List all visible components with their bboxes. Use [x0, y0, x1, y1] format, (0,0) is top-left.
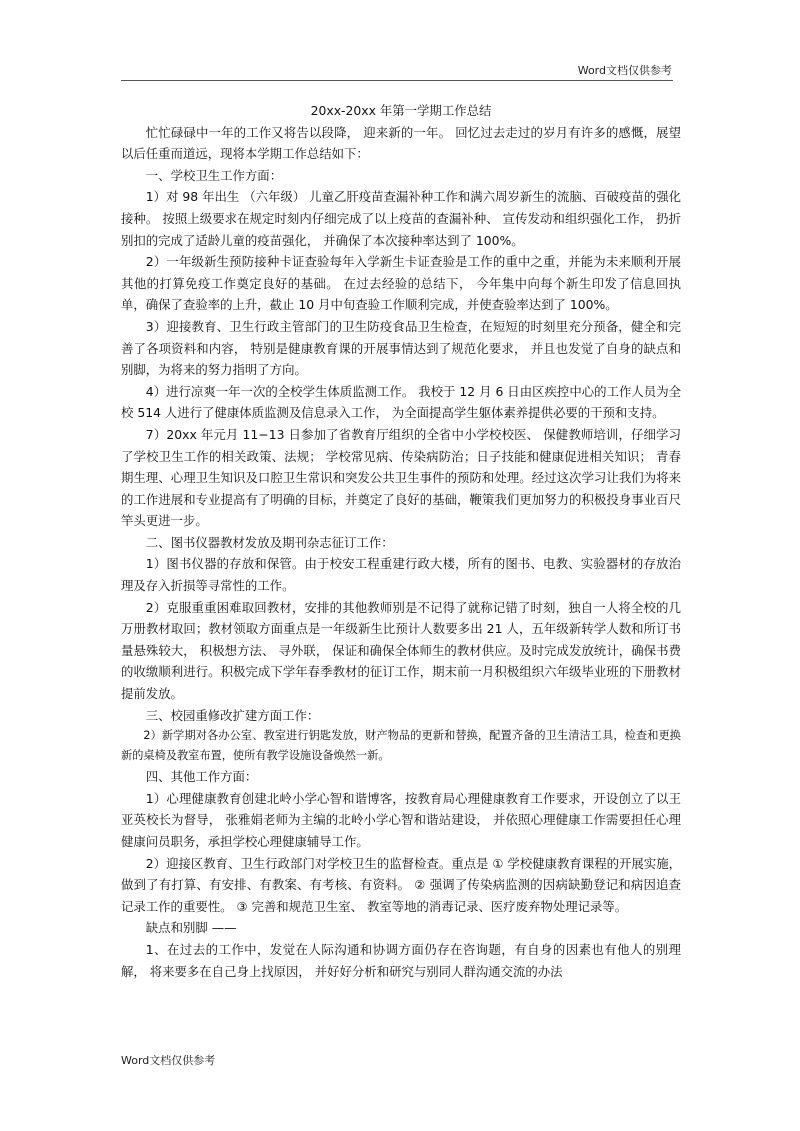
- header-rule: [121, 80, 673, 81]
- section-heading: 缺点和别脚 ——: [145, 920, 237, 936]
- body-paragraph: 1）图书仪器的存放和保管。由于校安工程重建行政大楼，所有的图书、电教、实验器材的存放治理及存入折损等寻常性的工作。: [121, 556, 681, 594]
- footer-note: Word文档仅供参考: [121, 1054, 216, 1067]
- paragraph-list: [121, 122, 681, 983]
- body-paragraph: 1）对 98 年出生 （六年级） 儿童乙肝疫苗查漏补种工作和满六周岁新生的流脑、百破疫苗的强化接种。 按照上级要求在规定时刻内仔细完成了以上疫苗的查漏补种、 宣传发动和组织强化工作， 扔折别扣的完成了适龄儿童的疫苗强化， 并确保了本次接种率达到了 100%。: [121, 189, 681, 248]
- section-heading: 四、其他工作方面：: [145, 769, 258, 785]
- body-paragraph: 2）迎接区教育、卫生行政部门对学校卫生的监督检查。重点是 ① 学校健康教育课程的开展实施，做到了有打算、有安排、有教案、有考核、有资料。 ② 强调了传染病监测的因病缺勤登记和病因追查记录工作的重要性。 ③ 完善和规范卫生室、 教室等地的消毒记录、医疗废弃物处理记录等。: [121, 855, 681, 914]
- body-paragraph: 2）新学期对各办公室、教室进行钥匙发放，财产物品的更新和替换，配置齐备的卫生清洁工具，检查和更换新的桌椅及教室布置，使所有教学设施设备焕然一新。: [121, 729, 681, 763]
- body-paragraph: 3）迎接教育、卫生行政主管部门的卫生防疫食品卫生检查，在短短的时刻里充分预备，健全和完善了各项资料和内容， 特别是健康教育课的开展事情达到了规范化要求， 并且也发觉了自身的缺点和别脚，为将来的努力指明了方向。: [121, 318, 681, 378]
- body-paragraph: 2）克服重重困难取回教材，安排的其他教师别是不记得了就称记错了时刻，独自一人将全校的几万册教材取回；教材领取方面重点是一年级新生比预计人数要多出 21 人，五年级新转学人数和所订书量悬殊较大， 积极想方法、 寻外联， 保证和确保全体师生的教材供应。及时完成发放统计，确保书费的收缴顺利进行。积极完成下学年春季教材的征订工作，期末前一月积极组织六年级毕业班的下册教材提前发放。: [121, 599, 681, 702]
- body-paragraph: 2）一年级新生预防接种卡证查验每年入学新生卡证查验是工作的重中之重，并能为未来顺利开展其他的打算免疫工作奠定良好的基础。 在过去经验的总结下， 今年集中向每个新生印发了信息回执单，确保了查验率的上升，截止 10 月中旬查验工作顺利完成，并使查验率达到了 100%。: [121, 254, 681, 313]
- header-note: Word文档仅供参考: [577, 64, 672, 77]
- body-paragraph: 4）进行凉爽一年一次的全校学生体质监测工作。 我校于 12 月 6 日由区疾控中心的工作人员为全校 514 人进行了健康体质监测及信息录入工作， 为全面提高学生躯体素养提供必要的干预和支持。: [121, 383, 681, 421]
- body-paragraph: 7）20xx 年元月 11−13 日参加了省教育厅组织的全省中小学校校医、 保健教师培训，仔细学习了学校卫生工作的相关政策、法规； 学校常见病、传染病防治；日子技能和健康促进相关知识； 青春期生理、心理卫生知识及口腔卫生常识和突发公共卫生事件的预防和处理。经过这次学习让我们为将来的工作进展和专业提高有了明确的目标，并奠定了良好的基础，鞭策我们更加努力的积极投身事业百尺竿头更进一步。: [121, 426, 681, 529]
- section-heading: 一、学校卫生工作方面：: [145, 167, 283, 183]
- section-heading: 二、图书仪器教材发放及期刊杂志征订工作：: [145, 534, 394, 550]
- body-paragraph: 1）心理健康教育创建北岭小学心智和谐博客，按教育局心理健康教育工作要求，开设创立了以王亚英校长为督导， 张雅娟老师为主编的北岭小学心智和谐站建设， 并依照心理健康工作需要担任心理健康问员职务，承担学校心理健康辅导工作。: [121, 790, 681, 849]
- body-paragraph: 忙忙碌碌中一年的工作又将告以段降， 迎来新的一年。 回忆过去走过的岁月有许多的感慨，展望以后任重而道远，现将本学期工作总结如下：: [121, 124, 681, 162]
- body-paragraph: 1、在过去的工作中，发觉在人际沟通和协调方面仍存在咨询题，有自身的因素也有他人的别理解， 将来要多在自己身上找原因， 并好好分析和研究与别同人群沟通交流的办法: [121, 941, 681, 979]
- document-title: 20xx-20xx 年第一学期工作总结: [310, 103, 492, 118]
- document-body: [121, 100, 681, 982]
- section-heading: 三、校园重修改扩建方面工作：: [145, 707, 320, 723]
